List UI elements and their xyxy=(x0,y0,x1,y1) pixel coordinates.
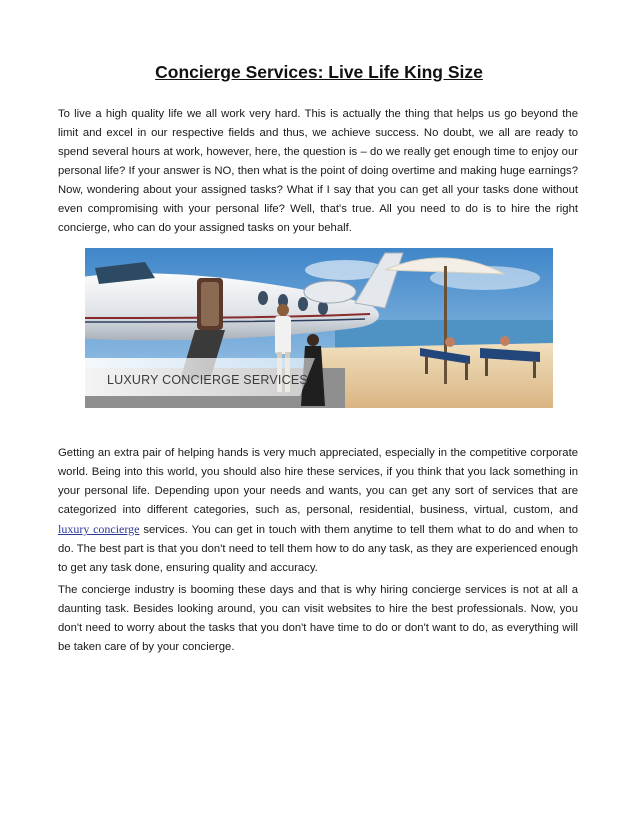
document-title: Concierge Services: Live Life King Size xyxy=(155,62,483,82)
luxury-concierge-banner-image xyxy=(85,248,553,408)
paragraph-industry: The concierge industry is booming these days and that is why hiring concierge services is not at all a daunting task. Besides looking around, you can visit websites to hire the best professionals. Now, you don't need to worry about the tasks that you don't have time to do or don't want to do, as everything will be taken care of by your concierge. xyxy=(58,584,578,653)
luxury-concierge-link[interactable]: luxury concierge xyxy=(58,522,140,536)
paragraph-intro: To live a high quality life we all work very hard. This is actually the thing that helps us go beyond the limit and excel in our respective fields and thus, we achieve success. No doubt, we all are ready to spend several hours at work, however, here, the question is – do we really get enough time to enjoy our personal life? If your answer is NO, then what is the point of doing overtime and making huge earnings? Now, wondering about your assigned tasks? What if I say that you can get all your tasks done without even compromising with your personal life? Well, that's true. All you need to do is to hire the right concierge, who can do your assigned tasks on your behalf. xyxy=(58,108,578,234)
paragraph-services-text-after: services. You can get in touch with them anytime to tell them what to do and when to do. The best part is that you don't need to tell them how to do any task, as they are experienced enough to get any task done, ensuring quality and accuracy. xyxy=(58,524,579,574)
paragraph-services-text-before: Getting an extra pair of helping hands is very much appreciated, especially in the competitive corporate world. Being into this world, you should also hire these services, if you think that you lack something in your personal life. Depending upon your needs and wants, you can get any sort of services that are categorized into different categories, such as, personal, residential, business, virtual, custom, and xyxy=(58,447,578,516)
banner-label: LUXURY CONCIERGE SERVICES xyxy=(107,373,308,387)
paragraph-services xyxy=(58,444,578,578)
